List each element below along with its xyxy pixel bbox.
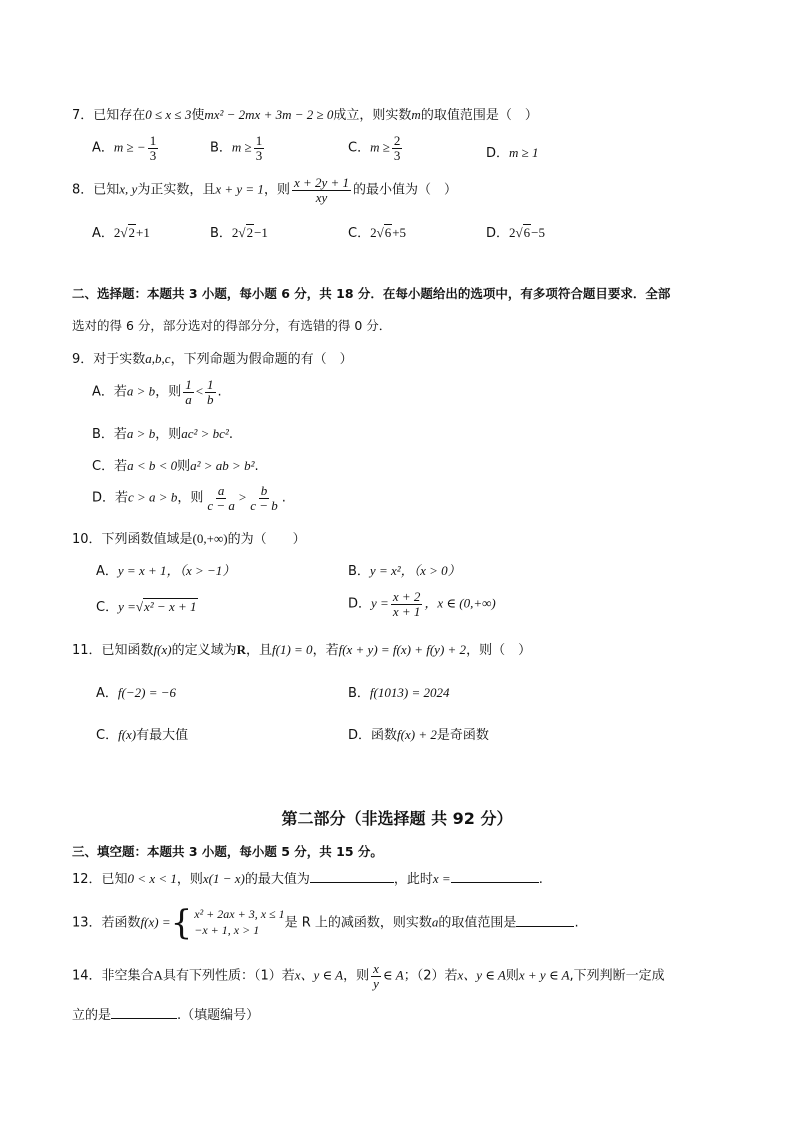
section-2-heading-line1: 二、选择题：本题共 3 小题，每小题 6 分，共 18 分．在每小题给出的选项中，有多项符合题目要求．全部: [72, 286, 671, 301]
q11-option-c[interactable]: C．f(x)有最大值: [96, 727, 189, 743]
q8-option-d[interactable]: D．2√6−5: [486, 225, 545, 241]
q9-option-d[interactable]: D．若c > a > b，则 $\frac{a}{c - a}$ > $\frac{b}{c - b}$ .: [92, 483, 286, 513]
question-14-line2: 立的是 .（填题编号）: [72, 1008, 260, 1023]
q13-answer-blank[interactable]: [516, 925, 574, 927]
q10-option-d[interactable]: D．y = $\frac{x + 2}{x + 1}$ ，x ∈ (0,+∞): [348, 589, 496, 619]
section-3-heading: 三、填空题：本题共 3 小题，每小题 5 分，共 15 分。: [72, 844, 383, 859]
q8-option-c[interactable]: C．2√6+5: [348, 225, 407, 241]
q11-option-b[interactable]: B．f(1013) = 2024: [348, 685, 450, 701]
q11-option-a[interactable]: A．f(−2) = −6: [96, 685, 176, 701]
q7-inequality: mx² − 2mx + 3m − 2 ≥ 0: [204, 107, 334, 122]
q14-answer-blank[interactable]: [111, 1017, 177, 1019]
question-10-stem: 10．下列函数值域是(0,+∞)的为（ ）: [72, 531, 306, 547]
q13-piecewise: { x² + 2ax + 3, x ≤ 1 −x + 1, x > 1: [170, 903, 285, 943]
q7-condition: 0 ≤ x ≤ 3: [145, 107, 192, 122]
q10-option-c[interactable]: C．y =√x² − x + 1: [96, 599, 197, 615]
q12-answer-blank-1[interactable]: [310, 881, 394, 883]
q7-option-c[interactable]: C．m ≥ $\frac{2}{3}$: [348, 133, 401, 163]
section-2-heading-line2: 选对的得 6 分，部分选对的得部分分，有选错的得 0 分．: [72, 318, 392, 333]
question-13-stem: 13．若函数f(x) = { x² + 2ax + 3, x ≤ 1 −x + 1, x > 1 是 R 上的减函数，则实数a的取值范围是 .: [72, 903, 579, 943]
question-8-stem: 8．已知x, y为正实数，且x + y = 1，则 $\frac{x + 2y + 1}{xy}$ 的最小值为（ ）: [72, 175, 458, 205]
q9-option-c[interactable]: C．若a < b < 0则a² > ab > b².: [92, 458, 259, 474]
q8-fraction: $\frac{x + 2y + 1}{xy}$: [293, 175, 350, 205]
question-7-stem: 7．已知存在0 ≤ x ≤ 3使mx² − 2mx + 3m − 2 ≥ 0成立，则实数m的取值范围是（ ）: [72, 107, 538, 123]
q8-option-a[interactable]: A．2√2+1: [92, 225, 150, 241]
q7-option-b[interactable]: B．m ≥ $\frac{1}{3}$: [210, 133, 263, 163]
question-14-stem: 14．非空集合A具有下列性质：（1）若x、y ∈ A，则 $\frac{x}{y}$ ∈ A；（2）若x、y ∈ A则x + y ∈ A,下列判断一定成: [72, 961, 665, 991]
q7-option-d[interactable]: D．m ≥ 1: [486, 145, 539, 161]
q10-option-a[interactable]: A．y = x + 1，（x > −1）: [96, 563, 236, 579]
q8-option-b[interactable]: B．2√2−1: [210, 225, 268, 241]
q12-answer-blank-2[interactable]: [451, 881, 539, 883]
q9-option-b[interactable]: B．若a > b，则ac² > bc².: [92, 426, 233, 442]
q7-option-a[interactable]: A．m ≥ − $\frac{1}{3}$: [92, 133, 157, 163]
part-2-title: 第二部分（非选择题 共 92 分）: [281, 809, 513, 828]
q9-option-a[interactable]: A．若a > b，则 $\frac{1}{a}$ < $\frac{1}{b}$ .: [92, 377, 222, 407]
question-9-stem: 9．对于实数a,b,c，下列命题为假命题的有（ ）: [72, 351, 353, 367]
question-12-stem: 12．已知0 < x < 1，则x(1 − x)的最大值为 ，此时x = .: [72, 871, 543, 887]
q11-option-d[interactable]: D．函数f(x) + 2是奇函数: [348, 727, 489, 743]
q10-option-b[interactable]: B．y = x²，（x > 0）: [348, 563, 461, 579]
question-11-stem: 11．已知函数f(x)的定义域为R，且f(1) = 0，若f(x + y) = f(x) + f(y) + 2，则（ ）: [72, 642, 532, 658]
